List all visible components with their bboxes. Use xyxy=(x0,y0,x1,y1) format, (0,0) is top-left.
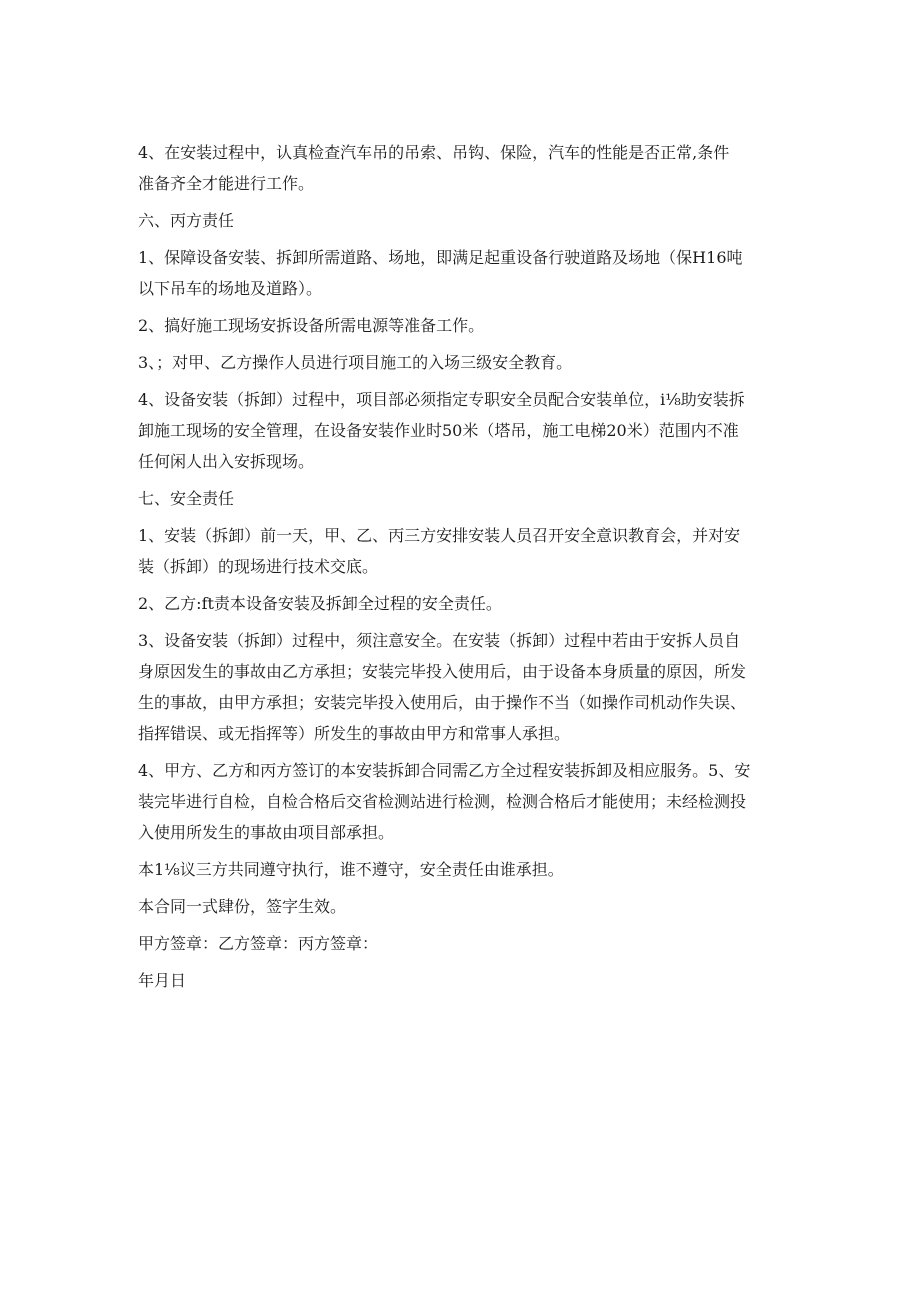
text-line: 入使用所发生的事故由项目部承担。 xyxy=(138,823,395,842)
text-line: 任何闲人出入安拆现场。 xyxy=(138,452,315,471)
text-line: 本合同一式肆份，签字生效。 xyxy=(138,897,347,916)
text-line: 生的事故，由甲方承担；安装完毕投入使用后，由于操作不当（如操作司机动作失误、 xyxy=(138,693,747,712)
text-line: 本1⅛议三方共同遵守执行，谁不遵守，安全责任由谁承担。 xyxy=(138,860,564,879)
text-line: 卸施工现场的安全管理，在设备安装作业时50米（塔吊，施工电梯20米）范围内不准 xyxy=(138,421,739,440)
signature-line xyxy=(138,928,798,959)
text-line: 3、；对甲、乙方操作人员进行项目施工的入场三级安全教育。 xyxy=(138,353,573,372)
section-heading-party-c xyxy=(138,205,798,236)
paragraph-safety-3 xyxy=(138,625,798,749)
text-line: 2、搞好施工现场安拆设备所需电源等准备工作。 xyxy=(138,316,485,335)
text-line: 甲方签章：乙方签章：丙方签章： xyxy=(138,934,379,953)
paragraph-c-4 xyxy=(138,384,798,477)
section-heading-safety xyxy=(138,483,798,514)
text-line: 1、安装（拆卸）前一天，甲、乙、丙三方安排安装人员召开安全意识教育会，并对安 xyxy=(138,526,741,545)
paragraph-c-3 xyxy=(138,347,798,378)
paragraph-safety-1 xyxy=(138,520,798,582)
text-line: 准备齐全才能进行工作。 xyxy=(138,174,315,193)
text-line: 七、安全责任 xyxy=(138,489,235,508)
text-line: 装（拆卸）的现场进行技术交底。 xyxy=(138,557,379,576)
text-line: 以下吊车的场地及道路）。 xyxy=(138,279,323,298)
paragraph-crane-inspection xyxy=(138,137,798,199)
text-line: 六、丙方责任 xyxy=(138,211,235,230)
paragraph-safety-4 xyxy=(138,755,798,848)
paragraph-agreement xyxy=(138,854,798,885)
text-line: 指挥错误、或无指挥等）所发生的事故由甲方和常事人承担。 xyxy=(138,724,571,743)
text-line: 年月日 xyxy=(138,971,187,990)
paragraph-safety-2 xyxy=(138,588,798,619)
text-line: 装完毕进行自检，自检合格后交省检测站进行检测，检测合格后才能使用；未经检测投 xyxy=(138,792,747,811)
paragraph-c-2 xyxy=(138,310,798,341)
text-line: 1、保障设备安装、拆卸所需道路、场地，即满足起重设备行驶道路及场地（保H16吨 xyxy=(138,248,743,267)
text-line: 4、在安装过程中，认真检查汽车吊的吊索、吊钩、保险，汽车的性能是否正常,条件 xyxy=(138,143,730,162)
date-line xyxy=(138,965,798,996)
paragraph-copies xyxy=(138,891,798,922)
text-line: 身原因发生的事故由乙方承担；安装完毕投入使用后，由于设备本身质量的原因，所发 xyxy=(138,662,747,681)
text-line: 4、设备安装（拆卸）过程中，项目部必须指定专职安全员配合安装单位，i⅛助安装拆 xyxy=(138,390,745,409)
text-line: 2、乙方:ft责本设备安装及拆卸全过程的安全责任。 xyxy=(138,594,502,613)
document-body xyxy=(138,137,798,1002)
text-line: 4、甲方、乙方和丙方签订的本安装拆卸合同需乙方全过程安装拆卸及相应服务。5、安 xyxy=(138,761,751,780)
paragraph-c-1 xyxy=(138,242,798,304)
text-line: 3、设备安装（拆卸）过程中，须注意安全。在安装（拆卸）过程中若由于安拆人员自 xyxy=(138,631,741,650)
